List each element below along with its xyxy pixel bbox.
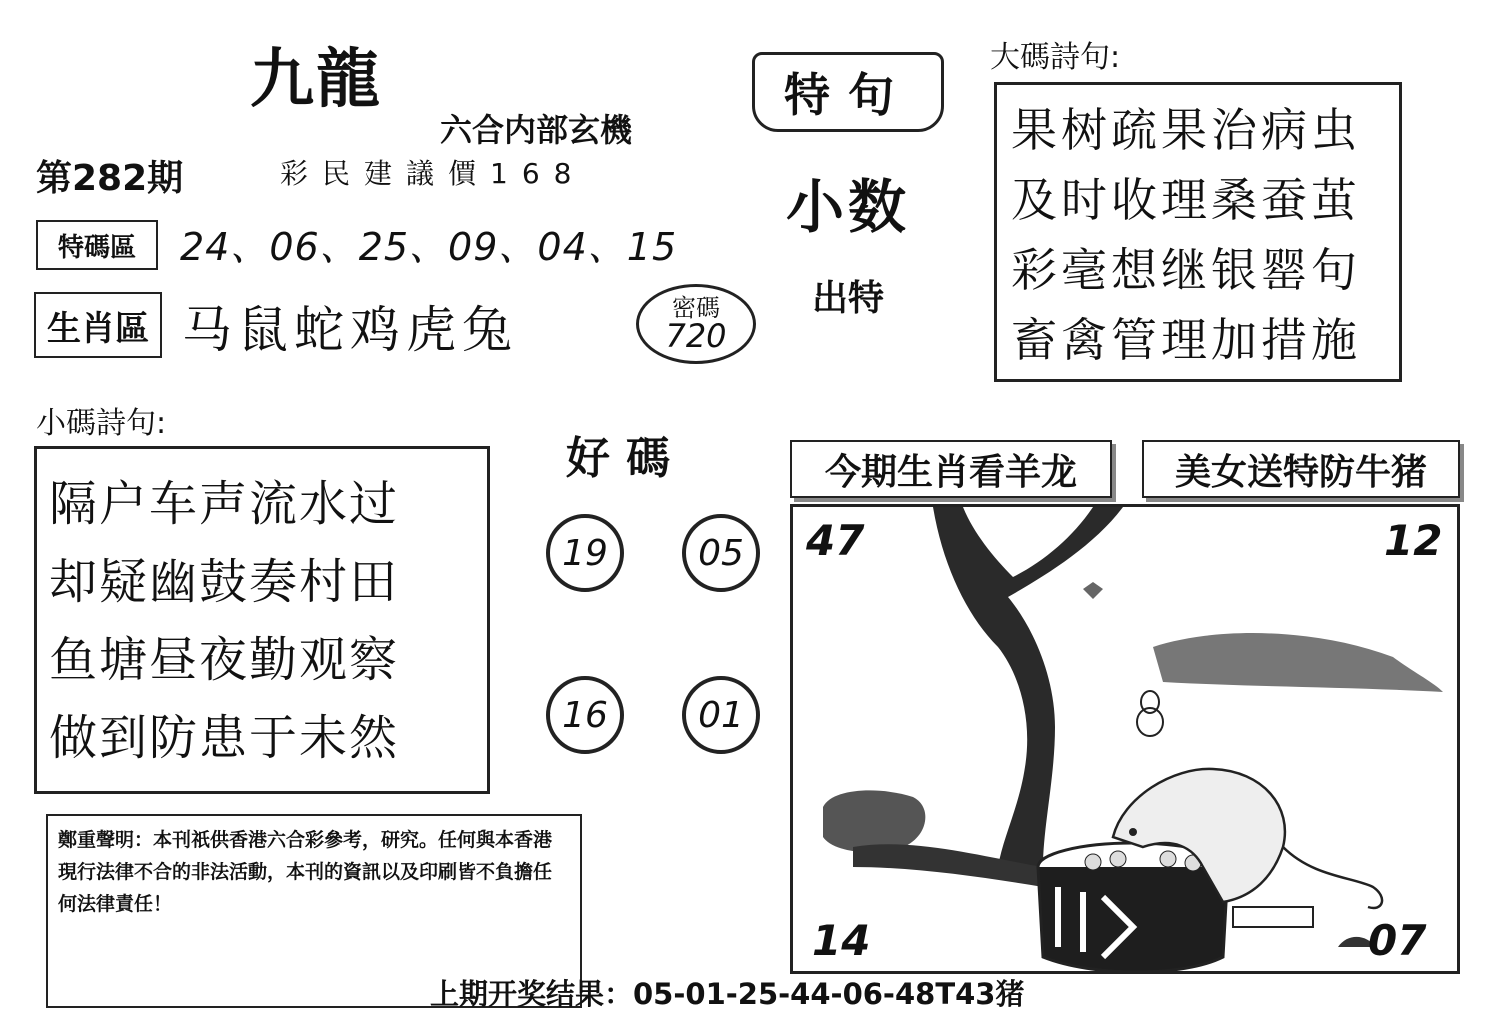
- small-poem-box: [34, 446, 490, 794]
- good-code-ball: 05: [682, 514, 760, 592]
- secret-code-bubble: [636, 284, 756, 364]
- rock: [823, 790, 925, 852]
- special-zone-numbers: 24、06、25、09、04、15: [180, 225, 678, 269]
- special-zone-label: 特碼區: [36, 220, 158, 270]
- pot-stand: [1233, 907, 1313, 927]
- big-poem-line: 畜禽管理加措施: [1011, 313, 1361, 367]
- tree-animal-illustration: [793, 507, 1460, 974]
- zodiac-zone-label: 生肖區: [34, 292, 162, 358]
- rat-tail: [1283, 847, 1382, 908]
- pot-ball: [1085, 854, 1101, 870]
- special-verse-scroll: 特句: [752, 52, 944, 132]
- big-poem-line: 及时收理桑蚕茧: [1011, 173, 1361, 227]
- zodiac-hint-tag: 今期生肖看羊龙: [790, 440, 1112, 498]
- pot-body: [1038, 867, 1228, 972]
- butterfly: [1083, 582, 1103, 599]
- small-number-label: 小数: [786, 173, 911, 241]
- big-poem-line: 果树疏果治病虫: [1011, 103, 1361, 157]
- illustration-frame: [790, 504, 1460, 974]
- secret-code-value: 720: [665, 317, 727, 355]
- small-poem-line: 隔户车声流水过: [49, 476, 400, 532]
- good-code-ball: 01: [682, 676, 760, 754]
- suggested-price: 彩民建議價168: [280, 157, 586, 190]
- corner-number-bottom-left: 14: [812, 916, 871, 965]
- good-code-ball: 16: [546, 676, 624, 754]
- page-subtitle: 六合内部玄機: [440, 111, 633, 149]
- small-poem-line: 做到防患于未然: [49, 710, 400, 766]
- big-poem-label: 大碼詩句:: [990, 40, 1121, 75]
- issue-number: 第282期: [36, 158, 184, 199]
- big-poem-line: 彩毫想继银罂句: [1011, 243, 1361, 297]
- leafy-branch: [1153, 633, 1443, 692]
- out-special-label: 出特: [812, 278, 885, 319]
- small-poem-line: 鱼塘昼夜勤观察: [49, 632, 400, 688]
- small-poem-line: 却疑幽鼓奏村田: [49, 554, 400, 610]
- good-code-ball: 19: [546, 514, 624, 592]
- page-title: 九龍: [250, 43, 382, 117]
- beauty-hint-tag: 美女送特防牛猪: [1142, 440, 1460, 498]
- pot-ball: [1110, 851, 1126, 867]
- corner-number-top-left: 47: [806, 516, 865, 565]
- rat-eye: [1129, 828, 1137, 836]
- corner-number-top-right: 12: [1384, 516, 1443, 565]
- secret-code-label: 密碼: [672, 294, 720, 322]
- last-draw-result: 上期开奖结果：05-01-25-44-06-48T43猪: [430, 977, 1025, 1011]
- corner-number-bottom-right: 07: [1368, 916, 1427, 965]
- tree-trunk: [933, 507, 1123, 867]
- small-poem-label: 小碼詩句:: [36, 406, 167, 441]
- zodiac-zone-animals: 马鼠蛇鸡虎兔: [182, 301, 518, 359]
- good-codes-label: 好碼: [566, 433, 686, 484]
- pot-ball: [1160, 851, 1176, 867]
- big-poem-box: [994, 82, 1402, 382]
- disclaimer-box: 鄭重聲明：本刊祇供香港六合彩參考，研究。任何與本香港現行法律不合的非法活動，本刊的資訊以及印刷皆不負擔任何法律責任！: [46, 814, 582, 1008]
